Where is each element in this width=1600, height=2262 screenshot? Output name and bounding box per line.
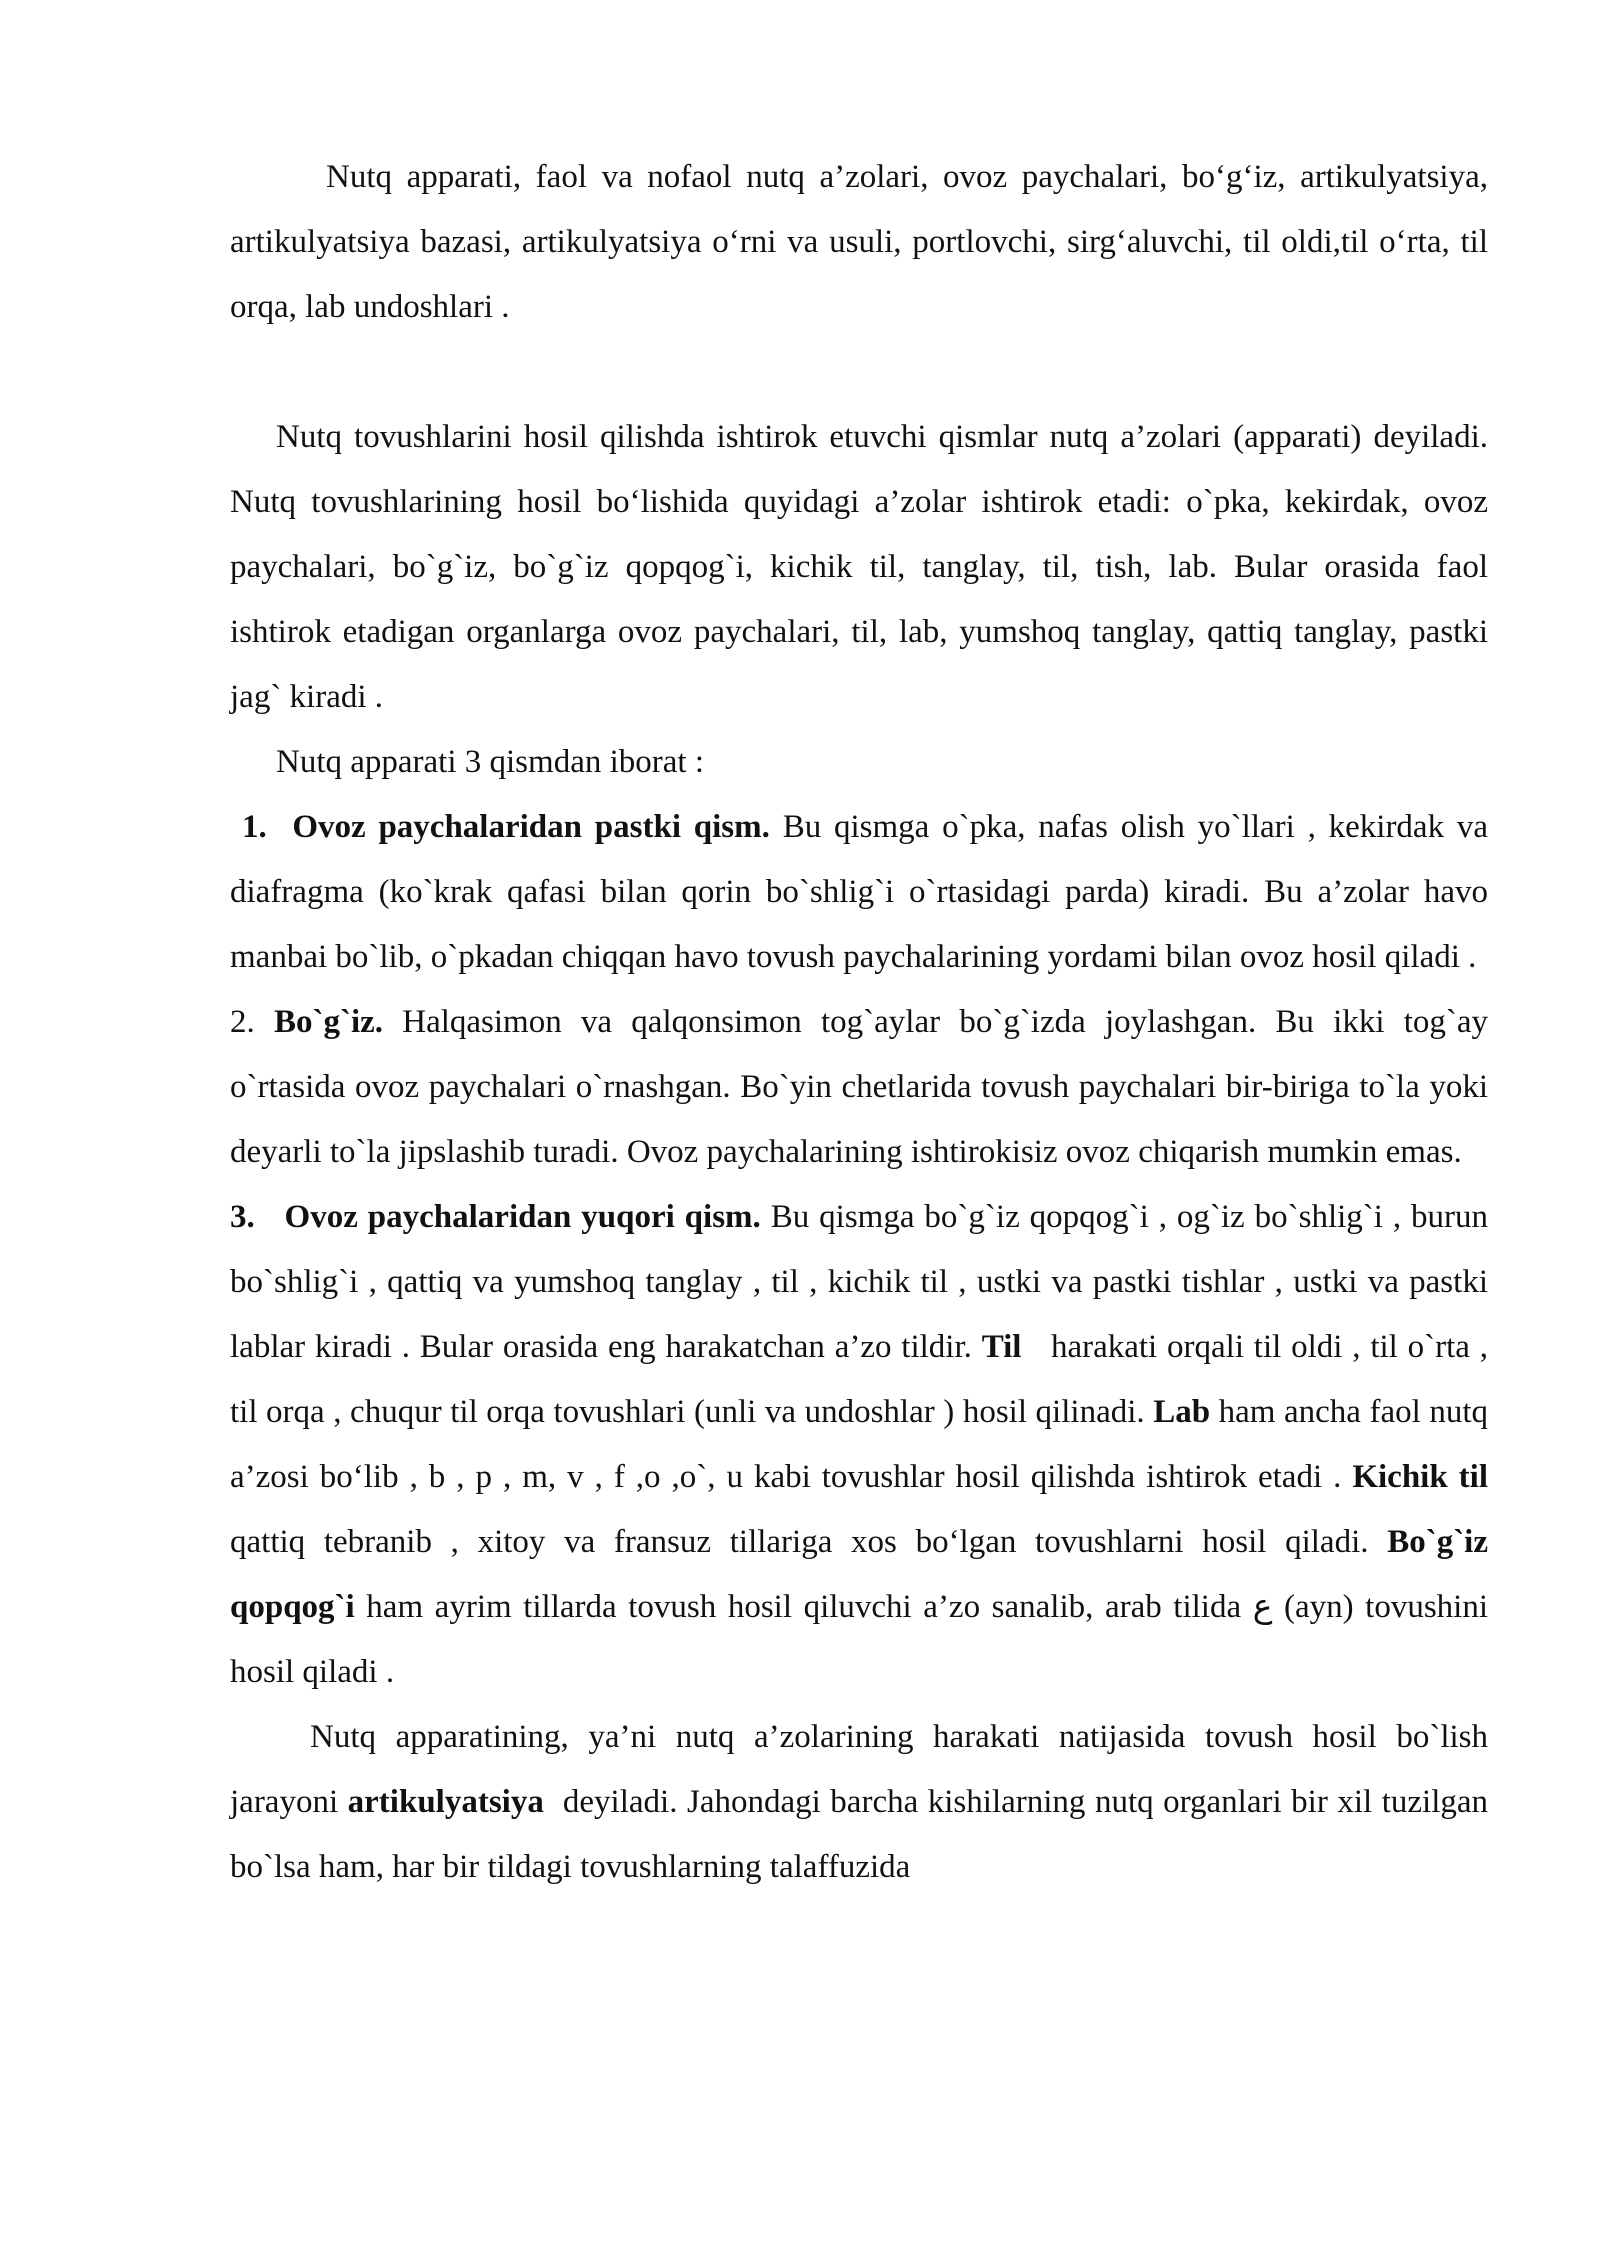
- section-1-number: 1.: [242, 809, 267, 845]
- paragraph-spacer: [230, 340, 1488, 405]
- keywords-paragraph: Nutq apparati, faol va nofaol nutq a’zolari, ovoz paychalari, bo‘g‘iz, artikulyatsiya, artikulyatsiya bazasi, artikulyatsiya o‘rni va usuli, portlovchi, sirg‘aluvchi, til oldi,til o‘rta, til orqa, lab undoshlari .: [230, 159, 1488, 325]
- section-1-text: Bu qismga o`pka, nafas olish yo`llari , kekirdak va diafragma (ko`krak qafasi bilan qorin bo`shlig`i o`rtasidagi parda) kiradi. Bu a’zolar havo manbai bo`lib, o`pkadan chiqqan havo tovush paychalarining yordami bilan ovoz hosil qiladi .: [230, 809, 1489, 975]
- section-3-paragraph: [230, 1185, 1488, 1705]
- articulation-text-b: deyiladi. Jahondagi barcha kishilarning nutq organlari bir xil tuzilgan bo`lsa ham, har bir tildagi tovushlarning talaffuzida: [230, 1784, 1489, 1885]
- section-1-title: Ovoz paychalaridan pastki qism.: [292, 809, 770, 845]
- section-3-text-a: Bu qismga bo`g`iz qopqog`i , og`iz bo`shlig`i , burun bo`shlig`i , qattiq va yumshoq tanglay , til , kichik til , ustki va pastki tishlar , ustki va pastki lablar kiradi . Bular orasida eng harakatchan a’zo tildir.: [230, 1199, 1489, 1365]
- section-3-number: 3.: [230, 1199, 255, 1235]
- section-3-text-e: ham ayrim tillarda tovush hosil qiluvchi a’zo sanalib, arab tilida ع (ayn) tovushini hosil qiladi .: [230, 1589, 1489, 1690]
- section-2-text: Halqasimon va qalqonsimon tog`aylar bo`g`izda joylashgan. Bu ikki tog`ay o`rtasida ovoz paychalari o`rnashgan. Bo`yin chetlarida tovush paychalari bir-biriga to`la yoki deyarli to`la jipslashib turadi. Ovoz paychalarining ishtirokisiz ovoz chiqarish mumkin emas.: [230, 1004, 1489, 1170]
- intro-paragraph: Nutq tovushlarini hosil qilishda ishtirok etuvchi qismlar nutq a’zolari (apparati) deyiladi. Nutq tovushlarining hosil bo‘lishida quyidagi a’zolar ishtirok etadi: o`pka, kekirdak, ovoz paychalari, bo`g`iz, bo`g`iz qopqog`i, kichik til, tanglay, til, tish, lab. Bular orasida faol ishtirok etadigan organlarga ovoz paychalari, til, lab, yumshoq tanglay, qattiq tanglay, pastki jag` kiradi .: [230, 419, 1488, 715]
- section-2-title: Bo`g`iz.: [273, 1004, 384, 1040]
- section-3-text-b: harakati orqali til oldi , til o`rta , til orqa , chuqur til orqa tovushlari (unli va undoshlar ) hosil qilinadi.: [230, 1329, 1489, 1430]
- articulation-paragraph: [230, 1705, 1488, 1900]
- section-1-paragraph: [230, 795, 1488, 990]
- section-2-number: 2.: [230, 1004, 255, 1040]
- term-bogiz-qopqogi: Bo`g`iz qopqog`i: [230, 1524, 1488, 1625]
- term-artikulyatsiya: artikulyatsiya: [347, 1784, 544, 1820]
- section-3-text-c: ham ancha faol nutq a’zosi bo‘lib , b , p , m, v , f ,o ,o`, u kabi tovushlar hosil qilishda ishtirok etadi .: [230, 1394, 1489, 1495]
- term-kichik-til: Kichik til: [1352, 1459, 1489, 1495]
- term-til: Til: [981, 1329, 1022, 1365]
- section-2-paragraph: [230, 990, 1488, 1185]
- articulation-text-a: Nutq apparatining, ya’ni nutq a’zolarining harakati natijasida tovush hosil bo`lish jarayoni: [230, 1719, 1488, 1820]
- document-body: [230, 145, 1488, 1900]
- term-lab: Lab: [1153, 1394, 1211, 1430]
- parts-intro-paragraph: Nutq apparati 3 qismdan iborat :: [276, 744, 704, 780]
- section-3-title: Ovoz paychalaridan yuqori qism.: [284, 1199, 761, 1235]
- section-3-text-d: qattiq tebranib , xitoy va fransuz tillariga xos bo‘lgan tovushlarni hosil qiladi.: [230, 1524, 1369, 1560]
